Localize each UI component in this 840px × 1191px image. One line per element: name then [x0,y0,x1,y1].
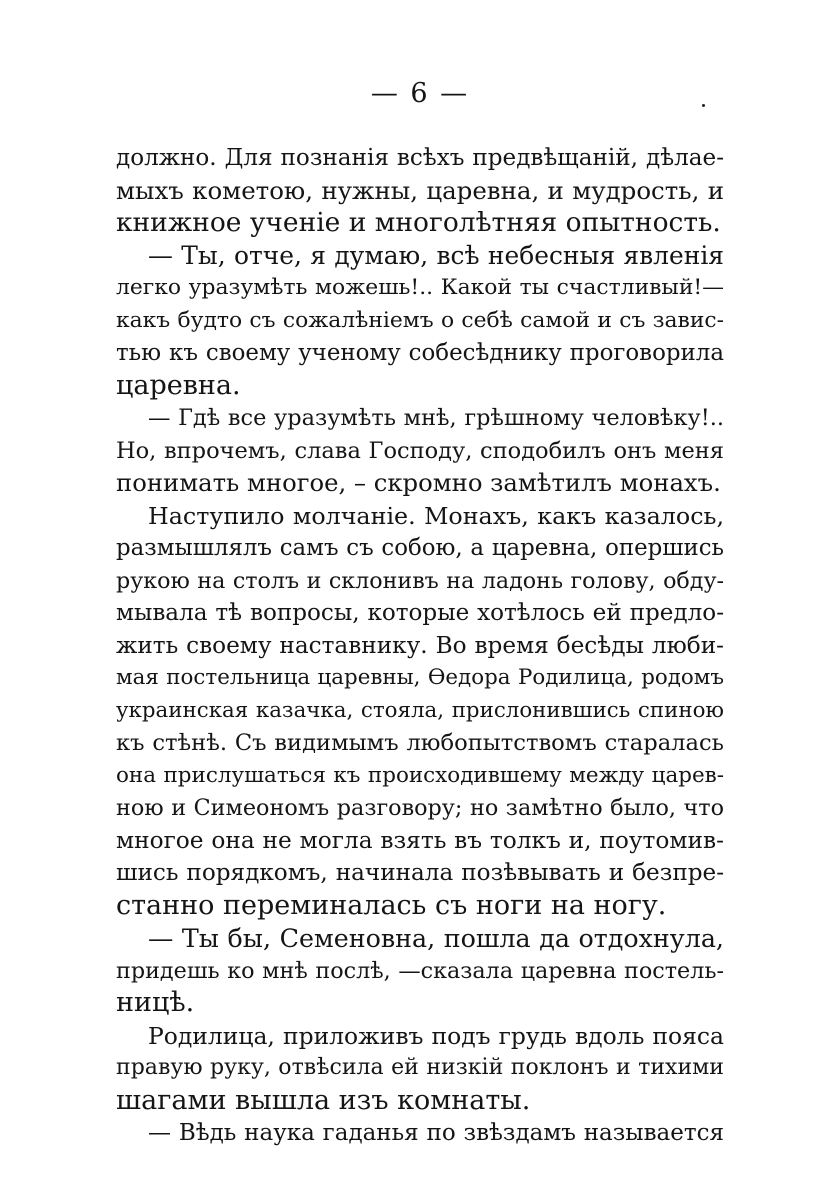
text-line: понимать многое, – скромно замѣтилъ монахъ. [116,468,721,497]
text-line: — Ты бы, Семеновна, пошла да отдохнула, [148,923,724,953]
text-line: шись порядкомъ, начинала позѣвывать и безпре- [116,860,724,886]
text-line: — Гдѣ все уразумѣть мнѣ, грѣшному человѣку!.. [148,405,724,431]
text-line: — Вѣдь наука гаданья по звѣздамъ называется [148,1120,724,1146]
text-line: ницѣ. [116,987,195,1018]
text-line: — Ты, отче, я думаю, всѣ небесныя явленія [148,240,724,270]
text-line: она прислушаться къ происходившему между царев- [116,762,724,788]
text-line: Родилица, приложивъ подъ грудь вдоль пояса [148,1021,724,1050]
text-line: легко уразумѣть можешь!.. Какой ты счастливый!— [116,275,724,300]
text-line: къ стѣнѣ. Съ видимымъ любопытствомъ старалась [116,730,724,756]
text-line: правую руку, отвѣсила ей низкій поклонъ и тихими [116,1055,724,1080]
text-line: какъ будто съ сожалѣніемъ о себѣ самой и съ завис- [116,307,724,333]
text-line: Наступило молчаніе. Монахъ, какъ казалось, [148,501,724,530]
body-text [116,142,724,1150]
print-speck [702,104,705,107]
text-line: размышлялъ самъ съ собою, а царевна, опершись [116,535,724,561]
text-line: украинская казачка, стояла, прислонившись спиною [116,697,724,723]
text-line: мыхъ кометою, нужны, царевна, и мудрость, и [116,175,724,205]
text-line: многое она не могла взять въ толкъ и, поутомив- [116,826,724,854]
text-line: шагами вышла изъ комнаты. [116,1084,531,1116]
text-line: тью къ своему ученому собесѣднику проговорила [116,340,724,366]
text-line: жить своему наставнику. Во время бесѣды люби- [116,631,724,659]
text-line: придешь ко мнѣ послѣ, —сказала царевна постель- [116,957,724,984]
text-line: книжное ученіе и многолѣтняя опытность. [116,207,721,238]
text-line: станно переминалась съ ноги на ногу. [116,889,667,921]
text-line: царевна. [116,369,241,401]
text-line: мывала тѣ вопросы, которые хотѣлось ей предло- [116,600,724,626]
page-number: — 6 — [370,78,470,109]
text-line: Но, впрочемъ, слава Господу, сподобилъ онъ меня [116,437,724,464]
text-line: должно. Для познанія всѣхъ предвѣщаній, дѣлае- [116,145,724,171]
text-line: рукою на столъ и склонивъ на ладонь голову, обду- [116,567,724,594]
text-line: мая постельница царевны, Ѳедора Родилица, родомъ [116,665,724,690]
text-line: ною и Симеономъ разговору; но замѣтно было, что [116,795,724,821]
